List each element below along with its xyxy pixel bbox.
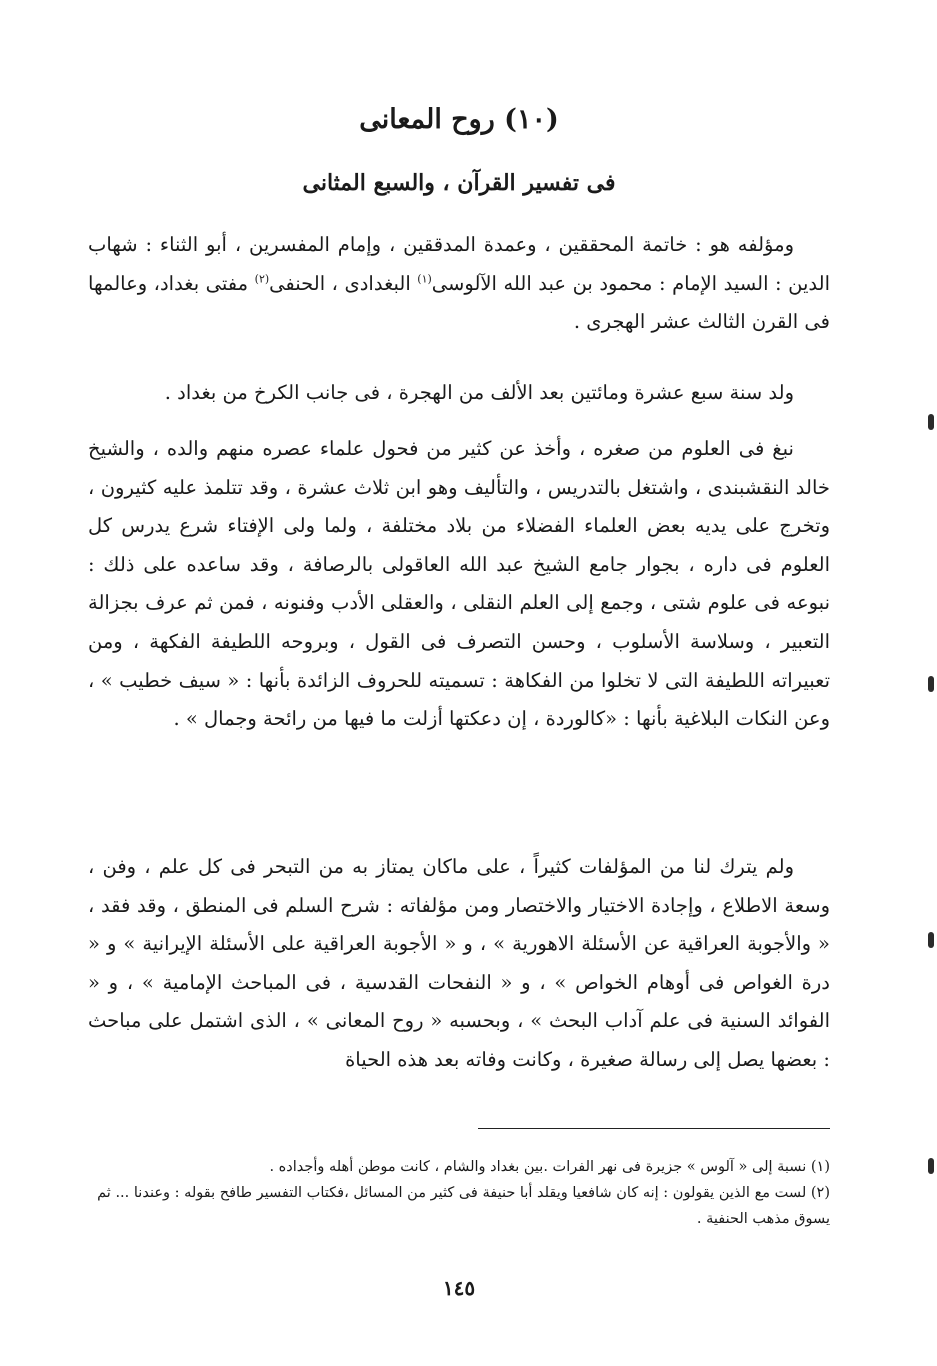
margin-mark: [928, 676, 934, 692]
paragraph-author-text-a: ومؤلفه هو : خاتمة المحققين ، وعمدة المدققين ، وإمام المفسرين ، أبو الثناء : شهاب الدين : السيد الإمام : محمود بن عبد الله الآلوسى: [88, 233, 830, 295]
paragraph-works: [88, 848, 830, 1080]
margin-mark: [928, 414, 934, 430]
paragraph-author: [88, 226, 830, 342]
paragraph-birth-text: ولد سنة سبع عشرة ومائتين بعد الألف من الهجرة ، فى جانب الكرخ من بغداد .: [164, 381, 794, 404]
margin-mark: [928, 932, 934, 948]
footnote-divider: [478, 1128, 830, 1129]
paragraph-education-text: نبغ فى العلوم من صغره ، وأخذ عن كثير من فحول علماء عصره منهم والده ، والشيخ خالد النقشبندى ، واشتغل بالتدريس ، والتأليف وهو ابن ثلاث عشرة ، وقد تتلمذ عليه كثيرون ، وتخرج على يديه بعض العلماء الفضلاء من بلاد مختلفة ، ولما ولى الإفتاء شرع يدرس كل العلوم فى داره ، بجوار جامع الشيخ عبد الله العاقولى بالرصافة ، وقد ساعده على ذلك : نبوعه فى علوم شتى ، وجمع إلى العلم النقلى ، والعقلى الأدب وفنونه ، فمن ثم عرف بجزالة التعبير ، وسلاسة الأسلوب ، وحسن التصرف فى القول ، وبروحه اللطيفة الفكهة ، ومن تعبيراته اللطيفة التى لا تخلوا من الفكاهة : تسميته للحروف الزائدة بأنها : « سيف خطيب » ، وعن النكات البلاغية بأنها : «كالوردة ، إن دعكتها أزلت ما فيها من رائحة وجمال » .: [88, 437, 830, 731]
page-number: ١٤٥: [442, 1276, 476, 1300]
margin-mark: [928, 1158, 934, 1174]
chapter-subtitle: فى تفسير القرآن ، والسبع المثانى: [302, 170, 616, 196]
chapter-title: (١٠) روح المعانى: [359, 104, 559, 135]
paragraph-birth: [88, 374, 830, 413]
paragraph-author-text-b: البغدادى ، الحنفى: [269, 271, 418, 295]
footnote-ref-2: (٢): [254, 272, 270, 286]
footnote-1: (١) نسبة إلى « آلوس » جزيرة فى نهر الفرات .بين بغداد والشام ، كانت موطن أهله وأجداده .: [269, 1159, 830, 1175]
footnotes: [88, 1154, 830, 1232]
footnote-ref-1: (١): [417, 272, 432, 286]
paragraph-works-text: ولم يترك لنا من المؤلفات كثيراً ، على ماكان يمتاز به من التبحر فى كل علم ، وفن ، وسعة الاطلاع ، وإجادة الاختيار والاختصار ومن مؤلفاته : شرح السلم فى المنطق ، وقد فقد ، « والأجوبة العراقية عن الأسئلة الاهورية » ، و « الأجوبة العراقية على الأسئلة الإيرانية » و « درة الغواص فى أوهام الخواص » ، و « النفحات القدسية ، فى المباحث الإمامية » ، و « الفوائد السنية فى علم آداب البحث » ، وبحسبه « روح المعانى » ، الذى اشتمل على مباحث : بعضها يصل إلى رسالة صغيرة ، وكانت وفاته بعد هذه الحياة: [88, 855, 830, 1071]
paragraph-education: [88, 430, 830, 739]
paragraph-author-text-c: مفتى بغداد، وعالمها فى القرن الثالث عشر الهجرى .: [88, 271, 830, 334]
footnote-2: (٢) لست مع الذين يقولون : إنه كان شافعيا ويقلد أبا حنيفة فى كثير من المسائل ،فكتاب التفسير طافح بقوله : وعندنا ... ثم يسوق مذهب الحنفية .: [97, 1185, 830, 1227]
